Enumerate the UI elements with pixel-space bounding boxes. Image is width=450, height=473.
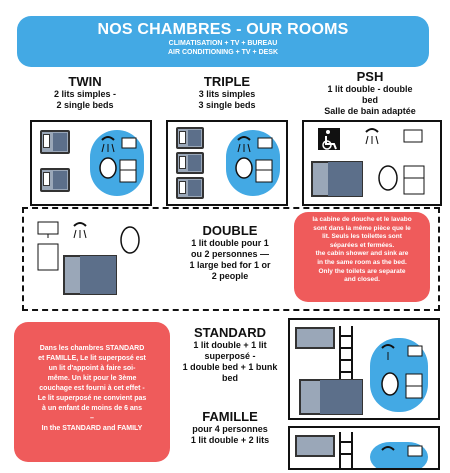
twin-section [30,75,140,111]
note-line: un lit d'appoint à faire soi- [48,365,136,372]
note-line: Le lit superposé ne convient pas [37,395,147,402]
header-amenities-fr: CLIMATISATION + TV + BUREAU [168,40,278,47]
header-banner [17,16,429,67]
single-bed-icon [176,127,204,149]
note-line: et FAMILLE, Le lit superposé est [38,355,146,362]
psh-line3: Salle de bain adaptée [324,106,416,116]
standard-famille-note [14,322,170,462]
bathroom-icon [90,130,144,196]
bathroom-icon [226,130,280,196]
triple-line2: 3 single beds [198,100,256,110]
single-bed-icon [176,177,204,199]
note-line: Only the toilets are separate [318,267,406,275]
double-text [170,224,290,282]
note-line: sont dans la même pièce que le [313,224,411,232]
note-line: même. Un kit pour le 3ème [47,375,137,382]
famille-title: FAMILLE [202,409,258,424]
note-line: – [90,415,94,422]
standard-line3: 1 double bed + 1 bunk [182,362,278,372]
double-line4: 2 people [211,271,249,281]
standard-illustration [288,318,440,420]
standard-text [172,326,288,384]
double-line1: 1 lit double pour 1 [191,238,269,248]
note-line: the cabin shower and sink are [315,250,409,258]
header-amenities-en: AIR CONDITIONING + TV + DESK [167,49,279,56]
single-bed-icon [176,152,204,174]
triple-illustration [166,120,288,206]
twin-line2: 2 single beds [56,100,114,110]
note-line: la cabine de douche et le lavabo [312,216,412,223]
twin-illustration [30,120,152,206]
note-line: Dans les chambres STANDARD [39,345,145,352]
standard-line4: bed [221,373,238,383]
famille-line1: pour 4 personnes [192,424,268,434]
double-line2: ou 2 personnes — [190,249,270,259]
double-illustration [34,218,152,300]
note-line: In the STANDARD and FAMILY [41,425,143,432]
double-line3: 1 large bed for 1 or [189,260,271,270]
double-title: DOUBLE [202,223,258,238]
standard-line2: superposé - [204,351,256,361]
twin-line1: 2 lits simples - [53,89,117,99]
note-line: à un enfant de moins de 6 ans [42,405,142,412]
standard-title: STANDARD [194,325,266,340]
famille-line2: 1 lit double + 2 lits [190,435,270,445]
psh-section [300,70,440,117]
note-line: séparées et fermées. [329,241,395,249]
note-line: in the same room as the bed. [317,258,407,266]
twin-title: TWIN [68,74,102,89]
psh-illustration [302,120,442,206]
note-line: lit. Seuls les toilettes sont [322,233,402,241]
psh-line1: 1 lit double - double [327,84,413,94]
double-note [294,212,430,302]
triple-section [172,75,282,111]
psh-title: PSH [356,69,384,84]
famille-text [172,410,288,446]
famille-illustration [288,426,440,470]
note-line: and closed. [344,276,380,284]
page-title: NOS CHAMBRES - OUR ROOMS [97,21,349,38]
triple-title: TRIPLE [203,74,251,89]
note-line: couchage est fourni à cet effet - [39,385,145,392]
single-bed-icon [40,130,70,154]
standard-line1: 1 lit double + 1 lit [193,340,267,350]
single-bed-icon [40,168,70,192]
psh-line2: bed [361,95,378,105]
triple-line1: 3 lits simples [198,89,256,99]
